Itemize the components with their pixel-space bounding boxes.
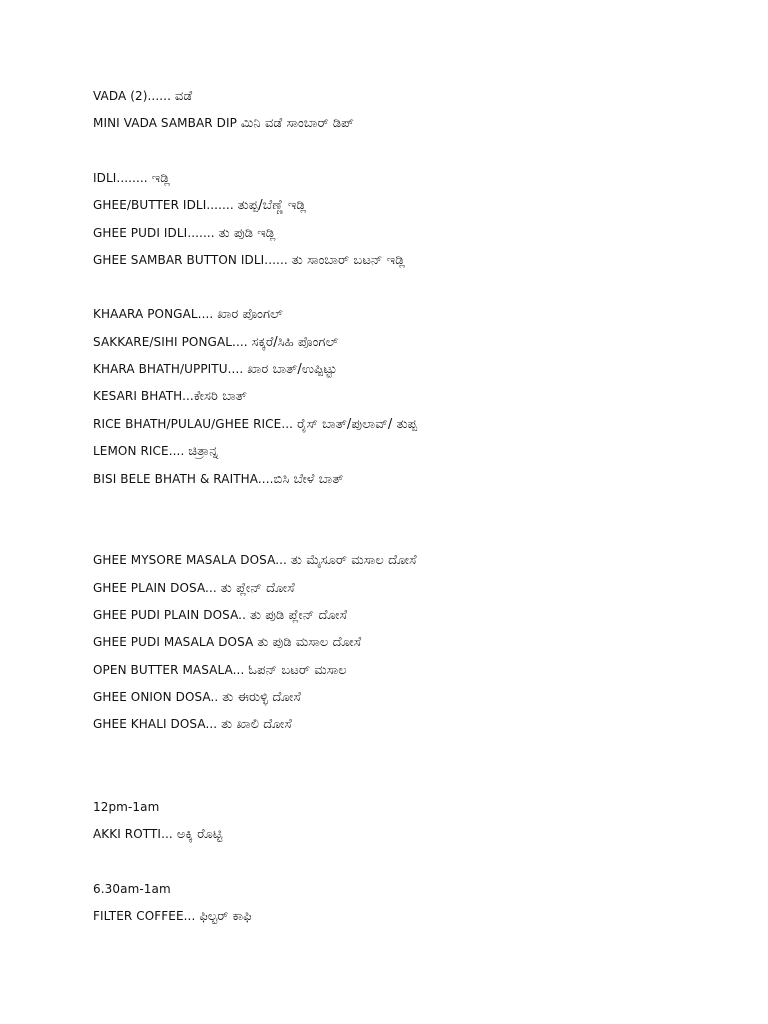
menu-line-ghee-pudi-masala-dosa bbox=[93, 634, 361, 651]
item-name-en: LEMON RICE.... bbox=[93, 444, 185, 458]
item-name-kn: ಸಕ್ಕರೆ/ಸಿಹಿ ಪೊಂಗಲ್ bbox=[251, 335, 339, 350]
menu-line-filter-coffee bbox=[93, 908, 252, 925]
item-name-en: GHEE SAMBAR BUTTON IDLI...... bbox=[93, 253, 288, 267]
menu-line-khara-bhath bbox=[93, 361, 337, 378]
item-name-en: GHEE ONION DOSA.. bbox=[93, 690, 219, 704]
menu-line-ghee-pudi-idli bbox=[93, 225, 276, 242]
item-name-en: GHEE MYSORE MASALA DOSA... bbox=[93, 553, 287, 567]
item-name-kn: ತು ಪುಡಿ ಇಡ್ಲಿ bbox=[218, 226, 276, 241]
item-name-en: GHEE PLAIN DOSA... bbox=[93, 581, 217, 595]
item-name-en: GHEE/BUTTER IDLI....... bbox=[93, 198, 234, 212]
item-name-en: MINI VADA SAMBAR DIP bbox=[93, 116, 237, 130]
item-name-kn: ಖಾರ ಬಾತ್/ಉಪ್ಪಿಟ್ಟು bbox=[247, 362, 338, 377]
menu-line-rice-bhath bbox=[93, 416, 417, 433]
timing-line-morning bbox=[93, 881, 171, 897]
item-name-kn: ವಡೆ bbox=[174, 89, 193, 104]
item-name-en: KESARI BHATH... bbox=[93, 389, 194, 403]
item-name-en: KHARA BHATH/UPPITU.... bbox=[93, 362, 244, 376]
item-name-en: GHEE PUDI IDLI....... bbox=[93, 226, 215, 240]
item-name-kn: ತು ಖಾಲಿ ದೋಸೆ bbox=[221, 717, 292, 732]
menu-line-akki-rotti bbox=[93, 826, 222, 843]
item-name-en: RICE BHATH/PULAU/GHEE RICE... bbox=[93, 417, 294, 431]
menu-line-ghee-butter-idli bbox=[93, 197, 306, 214]
item-name-kn: ತು ಮೈಸೂರ್ ಮಸಾಲ ದೋಸೆ bbox=[290, 553, 417, 568]
menu-line-vada bbox=[93, 88, 192, 105]
item-name-kn: ತು ಪುಡಿ ಪ್ಲೇನ್ ದೋಸೆ bbox=[249, 608, 348, 623]
item-name-en: GHEE PUDI MASALA DOSA bbox=[93, 635, 254, 649]
item-name-kn: ಬಿಸಿ ಬೇಳೆ ಬಾತ್ bbox=[273, 472, 344, 487]
timing-text: 12pm-1am bbox=[93, 800, 160, 814]
item-name-en: GHEE PUDI PLAIN DOSA.. bbox=[93, 608, 247, 622]
item-name-en: FILTER COFFEE... bbox=[93, 909, 196, 923]
item-name-kn: ತು ಸಾಂಬಾರ್ ಬಟನ್ ಇಡ್ಲಿ bbox=[291, 253, 406, 268]
menu-line-khaara-pongal bbox=[93, 306, 283, 323]
item-name-kn: ತುಪ್ಪ/ಬೆಣ್ಣೆ ಇಡ್ಲಿ bbox=[237, 198, 307, 213]
item-name-en: AKKI ROTTI... bbox=[93, 827, 173, 841]
item-name-kn: ಖಾರ ಪೊಂಗಲ್ bbox=[217, 307, 283, 322]
menu-line-mini-vada bbox=[93, 115, 354, 132]
menu-line-ghee-mysore-masala-dosa bbox=[93, 552, 417, 569]
timing-line-afternoon bbox=[93, 799, 159, 815]
item-name-kn: ತು ಪ್ಲೇನ್ ದೋಸೆ bbox=[220, 581, 295, 596]
item-name-kn: ಮಿನಿ ವಡೆ ಸಾಂಬಾರ್ ಡಿಪ್ bbox=[240, 116, 354, 131]
menu-line-bisi-bele-bhath bbox=[93, 471, 344, 488]
item-name-kn: ಕೇಸರಿ ಬಾತ್ bbox=[193, 389, 247, 404]
item-name-kn: ಚಿತ್ರಾನ್ನ bbox=[188, 444, 219, 459]
timing-text: 6.30am-1am bbox=[93, 882, 171, 896]
item-name-kn: ಇಡ್ಲಿ bbox=[151, 171, 171, 186]
menu-line-sakkare-pongal bbox=[93, 334, 338, 351]
item-name-en: KHAARA PONGAL.... bbox=[93, 307, 214, 321]
menu-line-ghee-onion-dosa bbox=[93, 689, 301, 706]
item-name-en: OPEN BUTTER MASALA... bbox=[93, 663, 245, 677]
menu-line-lemon-rice bbox=[93, 443, 218, 460]
menu-line-open-butter-masala bbox=[93, 662, 347, 679]
menu-line-ghee-plain-dosa bbox=[93, 580, 295, 597]
menu-line-idli bbox=[93, 170, 170, 187]
menu-line-ghee-pudi-plain-dosa bbox=[93, 607, 347, 624]
item-name-kn: ಅಕ್ಕಿ ರೊಟ್ಟಿ bbox=[176, 827, 223, 842]
menu-line-ghee-sambar-button-idli bbox=[93, 252, 405, 269]
item-name-en: VADA (2)...... bbox=[93, 89, 171, 103]
item-name-kn: ಫಿಲ್ಟರ್ ಕಾಫಿ bbox=[199, 909, 252, 924]
item-name-en: IDLI........ bbox=[93, 171, 148, 185]
item-name-en: SAKKARE/SIHI PONGAL.... bbox=[93, 335, 248, 349]
item-name-kn: ತು ಪುಡಿ ಮಸಾಲ ದೋಸೆ bbox=[257, 635, 362, 650]
menu-line-kesari-bhath bbox=[93, 388, 247, 405]
item-name-kn: ರೈಸ್ ಬಾತ್/ಪುಲಾವ್/ ತುಪ್ಪ bbox=[297, 417, 418, 432]
item-name-kn: ಓಪನ್ ಬಟರ್ ಮಸಾಲ bbox=[248, 663, 347, 678]
item-name-en: BISI BELE BHATH & RAITHA.... bbox=[93, 472, 274, 486]
item-name-kn: ತು ಈರುಳ್ಳಿ ದೋಸೆ bbox=[222, 690, 301, 705]
item-name-en: GHEE KHALI DOSA... bbox=[93, 717, 218, 731]
menu-line-ghee-khali-dosa bbox=[93, 716, 292, 733]
